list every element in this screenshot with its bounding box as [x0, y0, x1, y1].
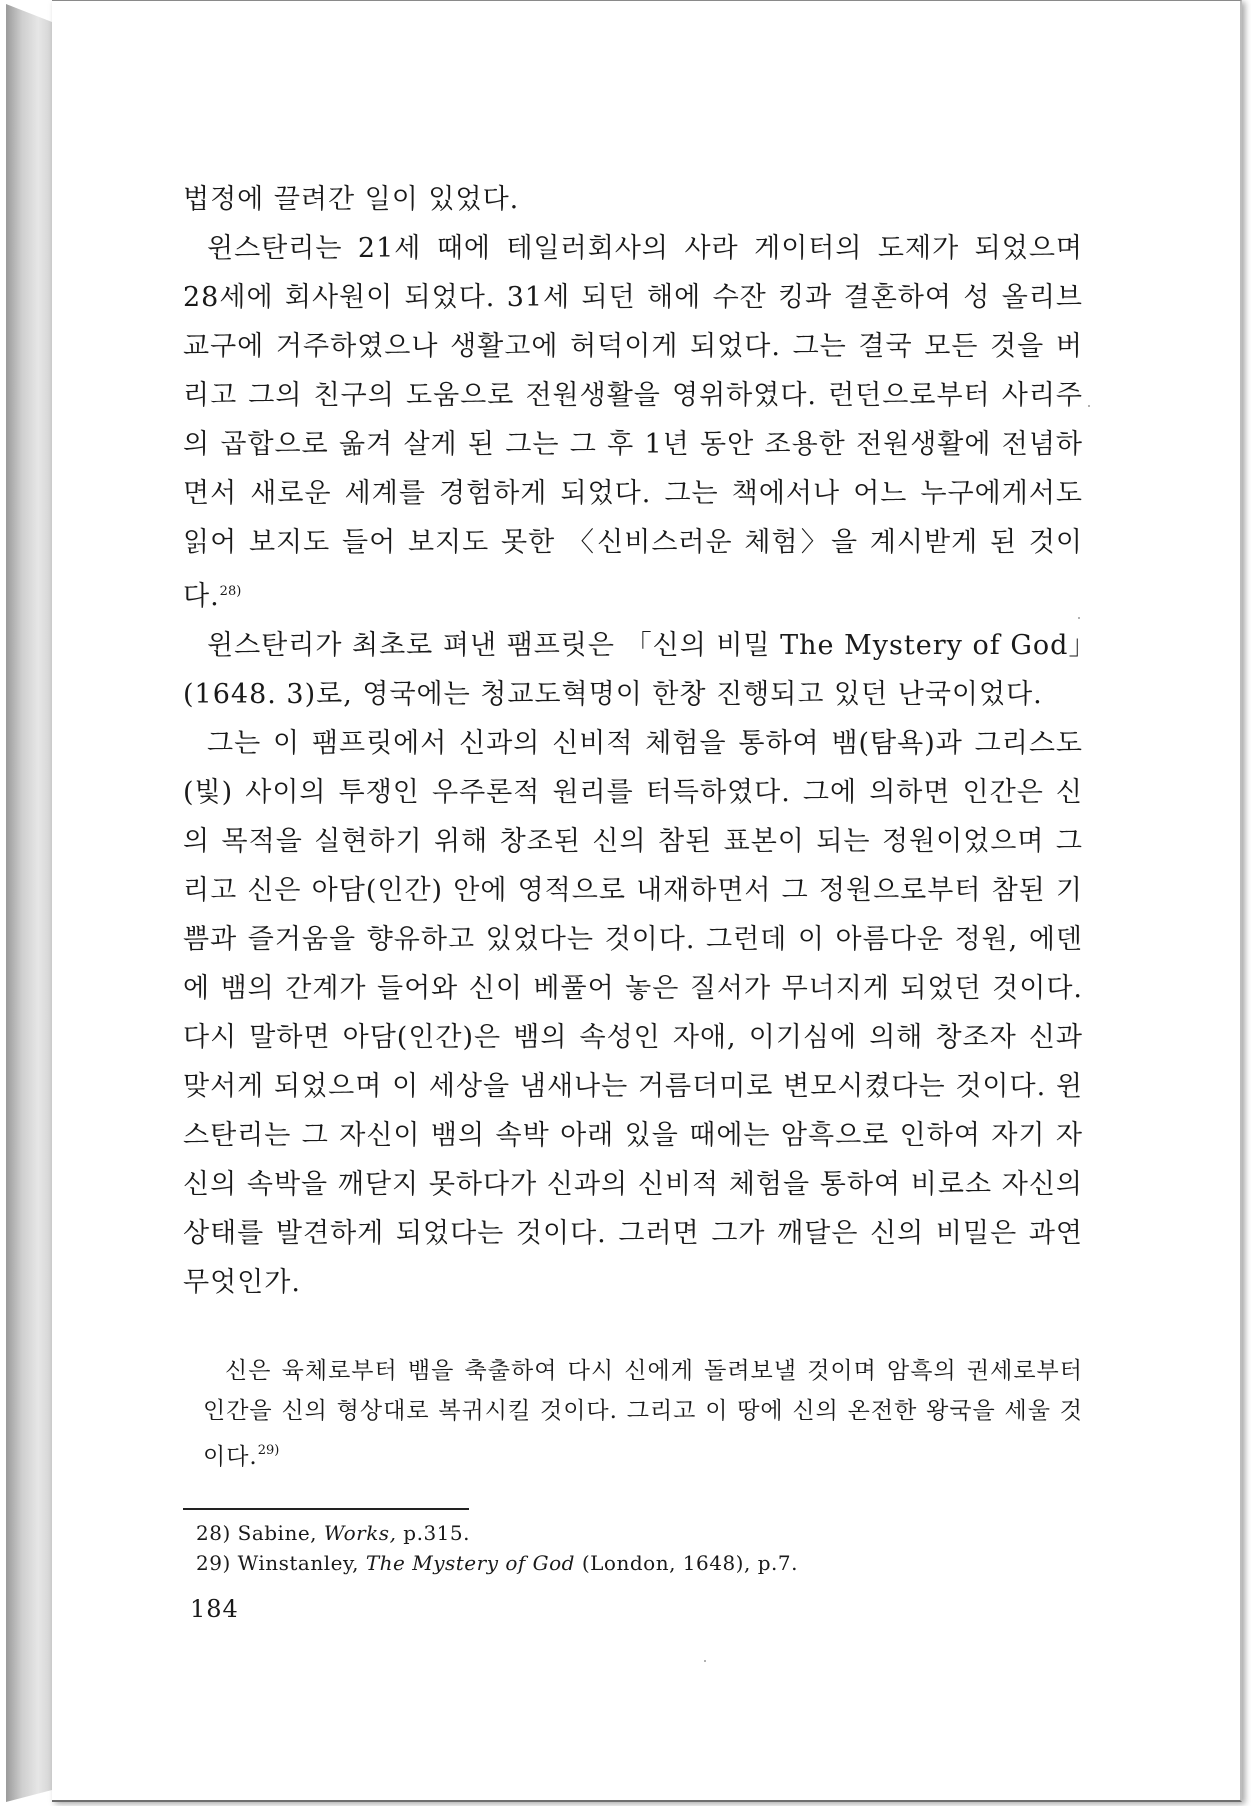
paragraph: 윈스탄리는 21세 때에 테일러회사의 사라 게이터의 도제가 되었으며 28세에 회사원이 되었다. 31세 되던 해에 수잔 킹과 결혼하여 성 올리브 교구에 거주하였으나 생활고에 허덕이게 되었다. 그는 결국 모든 것을 버리고 그의 친구의 도움으로 전원생활을 영위하였다. 런던으로부터 사리주의 곱합으로 옮겨 살게 된 그는 그 후 1년 동안 조용한 전원생활에 전념하면서 새로운 세계를 경험하게 되었다. 그는 책에서나 어느 누구에게서도 읽어 보지도 들어 보지도 못한 〈신비스러운 체험〉을 계시받게 된 것이다.$^{28)}$	[183, 233, 1083, 612]
scan-speck	[704, 1660, 706, 1662]
footnote-ref: 28)	[219, 584, 242, 599]
footnote-item: 29) Winstanley, The Mystery of God (London, 1648), p.7.	[196, 1551, 798, 1575]
page-body	[183, 175, 1083, 1477]
footnote-ref: 29)	[257, 1443, 280, 1458]
footnotes	[196, 1518, 1076, 1578]
footnote-item: 28) Sabine, Works, p.315.	[196, 1521, 470, 1545]
scan-speck	[1078, 617, 1080, 619]
paragraph: 윈스탄리가 최초로 펴낸 팸프릿은 「신의 비밀 The Mystery of God」(1648. 3)로, 영국에는 청교도혁명이 한창 진행되고 있던 난국이었다.	[183, 630, 1083, 710]
block-quote: 신은 육체로부터 뱀을 축출하여 다시 신에게 돌려보낼 것이며 암흑의 권세로부터 인간을 신의 형상대로 복귀시킬 것이다. 그리고 이 땅에 신의 온전한 왕국을 세울 것이다.$^{29)}$	[203, 1358, 1083, 1470]
paragraph: 그는 이 팸프릿에서 신과의 신비적 체험을 통하여 뱀(탐욕)과 그리스도(빛) 사이의 투쟁인 우주론적 원리를 터득하였다. 그에 의하면 인간은 신의 목적을 실현하기 위해 창조된 신의 참된 표본이 되는 정원이었으며 그리고 신은 아담(인간) 안에 영적으로 내재하면서 그 정원으로부터 참된 기쁨과 즐거움을 향유하고 있었다는 것이다. 그런데 이 아름다운 정원, 에덴에 뱀의 간계가 들어와 신이 베풀어 놓은 질서가 무너지게 되었던 것이다. 다시 말하면 아담(인간)은 뱀의 속성인 자애, 이기심에 의해 창조자 신과 맞서게 되었으며 이 세상을 냄새나는 거름더미로 변모시켰다는 것이다. 윈스탄리는 그 자신이 뱀의 속박 아래 있을 때에는 암흑으로 인하여 자기 자신의 속박을 깨닫지 못하다가 신과의 신비적 체험을 통하여 비로소 자신의 상태를 발견하게 되었다는 것이다. 그러면 그가 깨달은 신의 비밀은 과연 무엇인가.	[183, 728, 1083, 1298]
scan-speck	[1088, 405, 1090, 407]
page-number: 184	[190, 1595, 239, 1623]
footnote-divider	[183, 1508, 469, 1510]
paragraph: 법정에 끌려간 일이 있었다.	[183, 184, 520, 215]
book-spine	[6, 4, 52, 1802]
